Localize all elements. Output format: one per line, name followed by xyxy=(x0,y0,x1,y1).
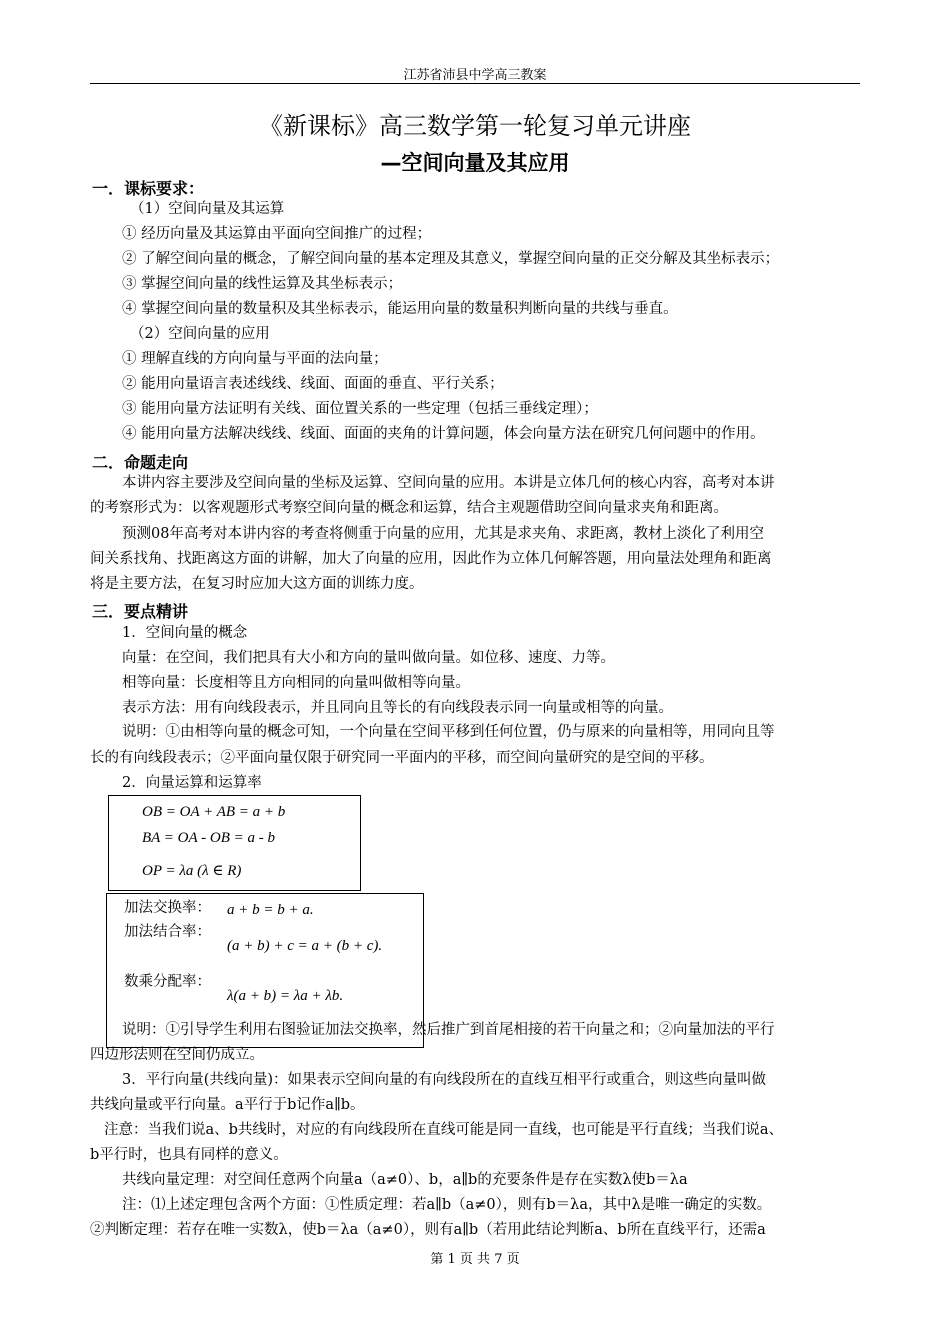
text-line: ① 经历向量及其运算由平面向空间推广的过程； xyxy=(122,226,432,242)
text-line: 注：⑴上述定理包含两个方面：①性质定理：若a∥b（a≠0），则有b＝λa，其中λ是唯一确定的实数。 xyxy=(122,1197,772,1213)
text-line: 共线向量或平行向量。a平行于b记作a∥b。 xyxy=(90,1097,365,1113)
text-line: ④ 能用向量方法解决线线、线面、面面的夹角的计算问题，体会向量方法在研究几何问题中的作用。 xyxy=(122,426,765,442)
text-line: b平行时，也具有同样的意义。 xyxy=(90,1147,288,1163)
law-formula: a + b = b + a. xyxy=(227,902,314,918)
text-line: 间关系找角、找距离这方面的讲解，加大了向量的应用，因此作为立体几何解答题，用向量法处理角和距离 xyxy=(90,551,772,567)
formula-vector-sum: OB = OA + AB = a + b xyxy=(142,804,286,820)
text-line: 3．平行向量(共线向量)：如果表示空间向量的有向线段所在的直线互相平行或重合，则这些向量叫做 xyxy=(122,1072,767,1088)
text-line: （1）空间向量及其运算 xyxy=(130,201,285,217)
text-line: ②判断定理：若存在唯一实数λ，使b＝λa（a≠0），则有a∥b（若用此结论判断a、b所在直线平行，还需a xyxy=(90,1222,766,1238)
text-line: 本讲内容主要涉及空间向量的坐标及运算、空间向量的应用。本讲是立体几何的核心内容，高考对本讲 xyxy=(122,475,775,491)
page-header: 江苏省沛县中学高三教案 xyxy=(403,68,547,83)
text-line: 共线向量定理：对空间任意两个向量a（a≠0）、b，a∥b的充要条件是存在实数λ使b＝λa xyxy=(122,1172,688,1188)
formula-vector-difference: BA = OA - OB = a - b xyxy=(142,830,276,846)
text-line: 将是主要方法，在复习时应加大这方面的训练力度。 xyxy=(90,576,424,592)
text-line: 说明：①由相等向量的概念可知，一个向量在空间平移到任何位置，仍与原来的向量相等，用同向且等 xyxy=(122,724,775,740)
law-label: 加法结合率： xyxy=(124,924,211,940)
text-line: （2）空间向量的应用 xyxy=(130,326,270,342)
main-title: 《新课标》高三数学第一轮复习单元讲座 xyxy=(259,112,691,140)
formula-scalar-multiple: OP = λa (λ ∈ R) xyxy=(142,863,242,879)
text-line: 预测08年高考对本讲内容的考查将侧重于向量的应用，尤其是求夹角、求距离，教材上淡化了利用空 xyxy=(122,526,764,542)
section-heading-key-points: 三．要点精讲 xyxy=(92,602,189,621)
page-footer: 第 1 页 共 7 页 xyxy=(430,1252,520,1267)
text-line: ① 理解直线的方向向量与平面的法向量； xyxy=(122,351,388,367)
text-line: ② 了解空间向量的概念，了解空间向量的基本定理及其意义，掌握空间向量的正交分解及其坐标表示； xyxy=(122,251,780,267)
section-heading-requirements: 一．课标要求： xyxy=(92,179,205,198)
text-line: 向量：在空间，我们把具有大小和方向的量叫做向量。如位移、速度、力等。 xyxy=(122,650,615,666)
law-formula: λ(a + b) = λa + λb. xyxy=(227,988,344,1004)
law-formula: (a + b) + c = a + (b + c). xyxy=(227,938,383,954)
text-line: ③ 掌握空间向量的线性运算及其坐标表示； xyxy=(122,276,403,292)
text-line: ④ 掌握空间向量的数量积及其坐标表示，能运用向量的数量积判断向量的共线与垂直。 xyxy=(122,301,678,317)
text-line: 2．向量运算和运算率 xyxy=(122,775,262,791)
text-line: 注意：当我们说a、b共线时，对应的有向线段所在直线可能是同一直线，也可能是平行直线；当我们说a、 xyxy=(104,1122,784,1138)
law-label: 数乘分配率： xyxy=(124,974,211,990)
text-line: ② 能用向量语言表述线线、线面、面面的垂直、平行关系； xyxy=(122,376,504,392)
text-line: 1．空间向量的概念 xyxy=(122,625,248,641)
text-line: ③ 能用向量方法证明有关线、面位置关系的一些定理（包括三垂线定理）； xyxy=(122,401,598,417)
section-heading-trend: 二．命题走向 xyxy=(92,453,189,472)
law-label: 加法交换率： xyxy=(124,900,211,916)
text-line: 长的有向线段表示；②平面向量仅限于研究同一平面内的平移，而空间向量研究的是空间的平移。 xyxy=(90,750,714,766)
text-line: 说明：①引导学生利用右图验证加法交换率，然后推广到首尾相接的若干向量之和；②向量加法的平行 xyxy=(122,1022,775,1038)
text-line: 的考察形式为：以客观题形式考察空间向量的概念和运算，结合主观题借助空间向量求夹角和距离。 xyxy=(90,500,728,516)
sub-title: —空间向量及其应用 xyxy=(380,151,570,175)
header-rule xyxy=(90,83,860,84)
text-line: 四边形法则在空间仍成立。 xyxy=(90,1047,264,1063)
text-line: 相等向量：长度相等且方向相同的向量叫做相等向量。 xyxy=(122,675,470,691)
text-line: 表示方法：用有向线段表示，并且同向且等长的有向线段表示同一向量或相等的向量。 xyxy=(122,700,673,716)
